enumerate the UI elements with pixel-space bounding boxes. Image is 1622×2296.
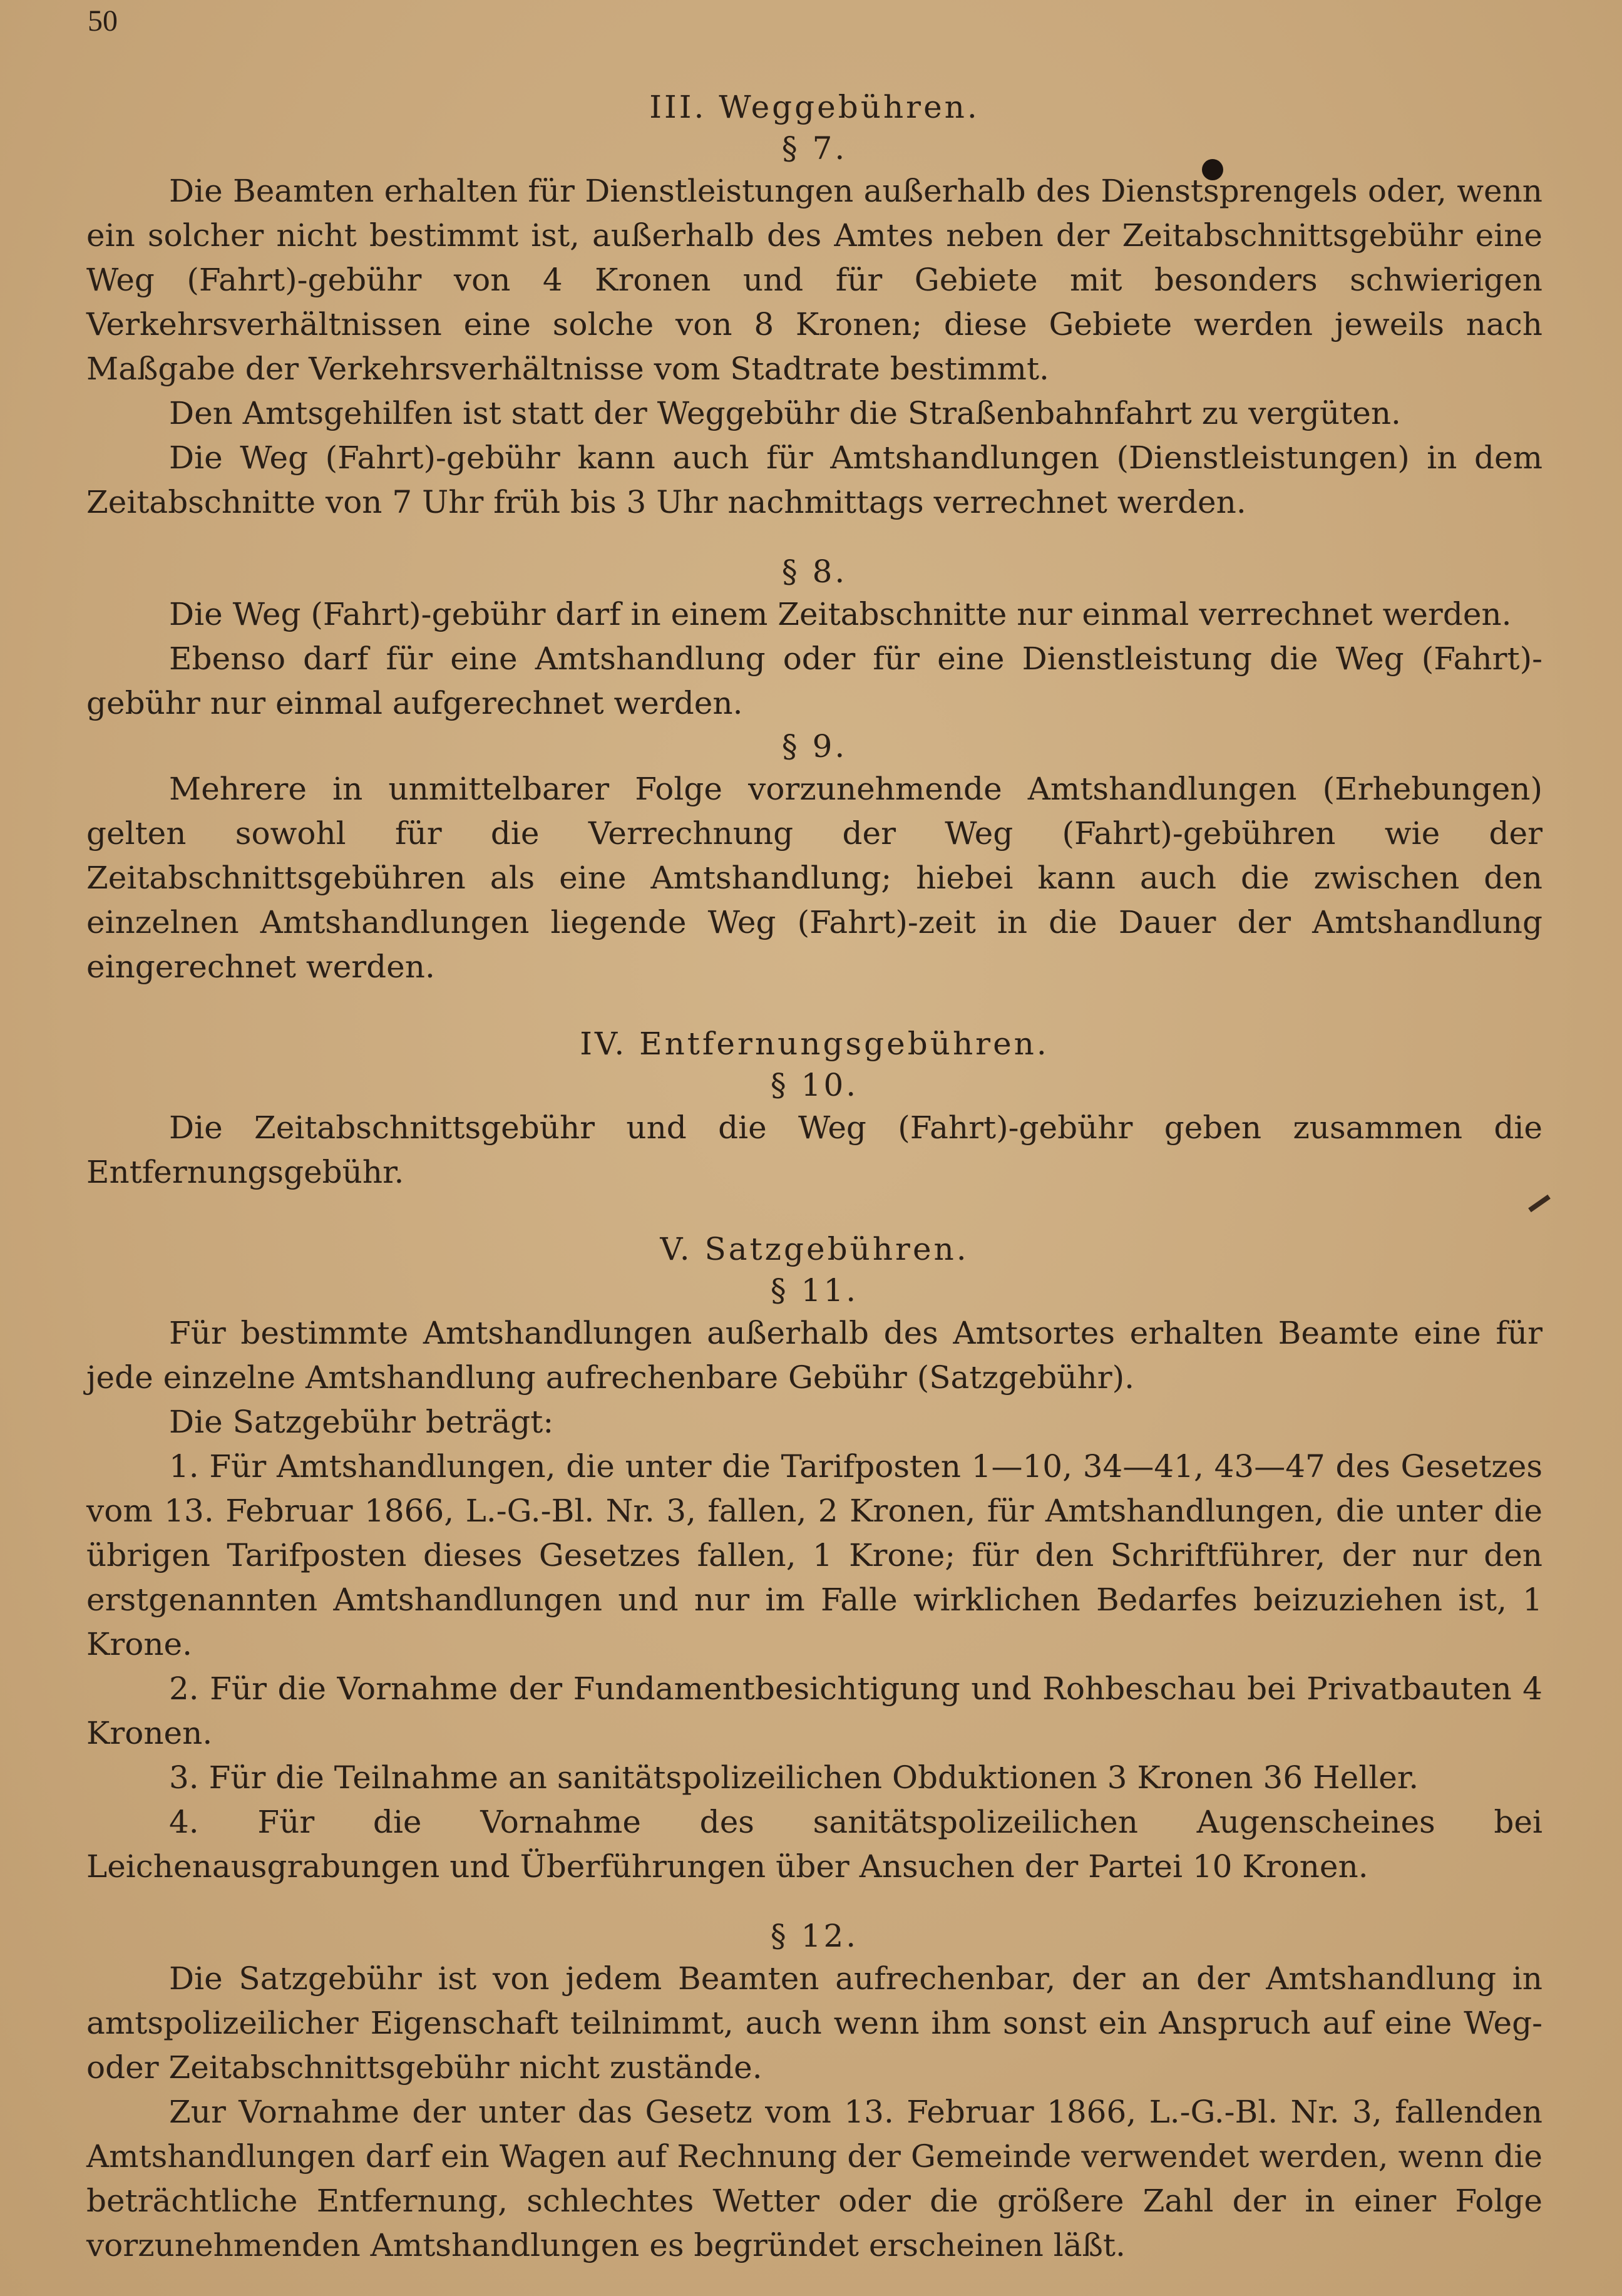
paragraph-11-item-1: 1. Für Amtshandlungen, die unter die Tarifposten 1—10, 34—41, 43—47 des Gesetzes vom 13. Februar 1866, L.-G.-Bl. Nr. 3, fallen, 2 Kronen, für Amtshandlungen, die unter die übrigen Tarifposten dieses Gesetzes fallen, 1 Krone; für den Schriftführer, der nur den erstgenannten Amtshandlungen und nur im Falle wirklichen Bedarfes beizuziehen ist, 1 Krone. (86, 1448, 1542, 1662)
paragraph-12-text-2: Zur Vornahme der unter das Gesetz vom 13. Februar 1866, L.-G.-Bl. Nr. 3, fallenden Amtshandlungen darf ein Wagen auf Rechnung der Gemeinde verwendet werden, wenn die beträchtliche Entfernung, schlechtes Wetter oder die größere Zahl der in einer Folge vorzunehmenden Amtshandlungen es begründet erscheinen läßt. (86, 2094, 1542, 2263)
document-body (86, 86, 1542, 2268)
paragraph-number-12: § 12. (770, 1918, 859, 1954)
paragraph-11-item-3: 3. Für die Teilnahme an sanitätspolizeilichen Obduktionen 3 Kronen 36 Heller. (169, 1759, 1419, 1796)
section-heading-satzgebuehren: V. Satzgebühren. (660, 1231, 969, 1267)
paragraph-9-text-1: Mehrere in unmittelbarer Folge vorzunehmende Amtshandlungen (Erhebungen) gelten sowohl für die Verrechnung der Weg (Fahrt)-gebühren wie der Zeitabschnittsgebühren als eine Amtshandlung; hiebei kann auch die zwischen den einzelnen Amtshandlungen liegende Weg (Fahrt)-zeit in die Dauer der Amtshandlung eingerechnet werden. (86, 771, 1542, 985)
paragraph-number-10: § 10. (770, 1067, 859, 1103)
paragraph-10-text-1: Die Zeitabschnittsgebühr und die Weg (Fahrt)-gebühr geben zusammen die Entfernungsgebühr. (86, 1109, 1542, 1190)
paragraph-11-item-4: 4. Für die Vornahme des sanitätspolizeilichen Augenscheines bei Leichenausgrabungen und Überführungen über Ansuchen der Partei 10 Kronen. (86, 1804, 1542, 1885)
paragraph-number-7: § 7. (781, 130, 848, 167)
paragraph-7-text-3: Die Weg (Fahrt)-gebühr kann auch für Amtshandlungen (Dienstleistungen) in dem Zeitabschnitte von 7 Uhr früh bis 3 Uhr nachmittags verrechnet werden. (86, 440, 1542, 520)
section-heading-entfernungsgebuehren: IV. Entfernungsgebühren. (580, 1026, 1049, 1062)
section-heading-weggebuehren: III. Weggebühren. (649, 89, 980, 125)
paragraph-11-item-2: 2. Für die Vornahme der Fundamentbesichtigung und Rohbeschau bei Privatbauten 4 Kronen. (86, 1671, 1542, 1751)
paragraph-11-text-1: Für bestimmte Amtshandlungen außerhalb des Amtsortes erhalten Beamte eine für jede einzelne Amtshandlung aufrechenbare Gebühr (Satzgebühr). (86, 1315, 1542, 1396)
paragraph-number-8: § 8. (781, 553, 848, 590)
paragraph-8-text-1: Die Weg (Fahrt)-gebühr darf in einem Zeitabschnitte nur einmal verrechnet werden. (169, 596, 1512, 632)
paragraph-12-text-1: Die Satzgebühr ist von jedem Beamten aufrechenbar, der an der Amtshandlung in amtspolizeilicher Eigenschaft teilnimmt, auch wenn ihm sonst ein Anspruch auf eine Weg- oder Zeitabschnittsgebühr nicht zustände. (86, 1960, 1542, 2086)
paragraph-8-text-2: Ebenso darf für eine Amtshandlung oder für eine Dienstleistung die Weg (Fahrt)-gebühr nur einmal aufgerechnet werden. (86, 641, 1542, 721)
paragraph-7-text-1: Die Beamten erhalten für Dienstleistungen außerhalb des Dienstsprengels oder, wenn ein solcher nicht bestimmt ist, außerhalb des Amtes neben der Zeitabschnittsgebühr eine Weg (Fahrt)-gebühr von 4 Kronen und für Gebiete mit besonders schwierigen Verkehrsverhältnissen eine solche von 8 Kronen; diese Gebiete werden jeweils nach Maßgabe der Verkehrsverhältnisse vom Stadtrate bestimmt. (86, 173, 1542, 387)
paragraph-7-text-2: Den Amtsgehilfen ist statt der Weggebühr die Straßenbahnfahrt zu vergüten. (169, 395, 1401, 431)
paragraph-number-11: § 11. (770, 1272, 859, 1309)
page-number: 50 (88, 4, 118, 38)
paragraph-11-text-2: Die Satzgebühr beträgt: (169, 1404, 554, 1440)
paragraph-number-9: § 9. (781, 728, 848, 764)
